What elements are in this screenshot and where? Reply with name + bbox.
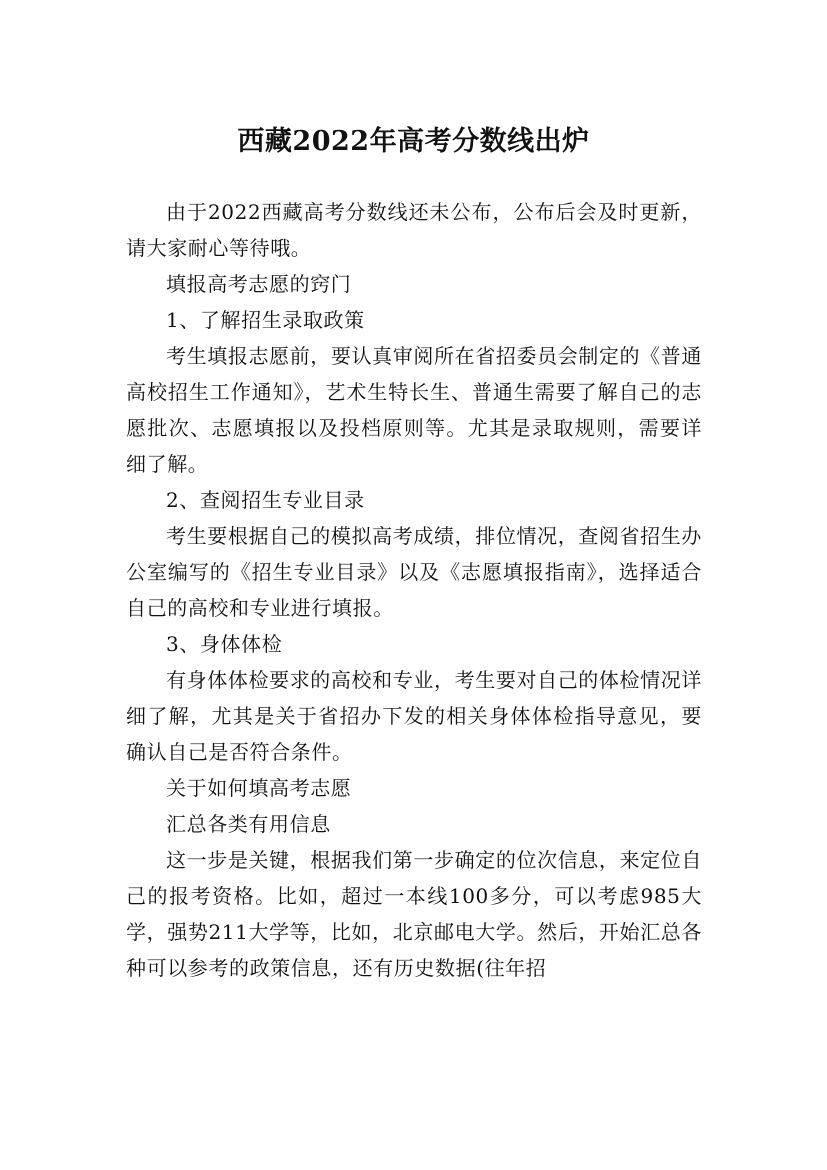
paragraph-health-body: 有身体体检要求的高校和专业，考生要对自己的体检情况详细了解，尤其是关于省招办下发的相关身体体检指导意见，要确认自己是否符合条件。 xyxy=(126,668,702,764)
paragraph-heading-summary: 汇总各类有用信息 xyxy=(166,812,331,836)
paragraph-heading-catalog: 2、查阅招生专业目录 xyxy=(166,488,365,512)
paragraph-heading-how-to-fill: 关于如何填高考志愿 xyxy=(166,776,352,800)
paragraph-intro: 由于2022西藏高考分数线还未公布，公布后会及时更新，请大家耐心等待哦。 xyxy=(126,200,702,260)
paragraph-summary-body: 这一步是关键，根据我们第一步确定的位次信息，来定位自己的报考资格。比如，超过一本线100多分，可以考虑985大学，强势211大学等，比如，北京邮电大学。然后，开始汇总各种可以参考的政策信息，还有历史数据(往年招 xyxy=(126,848,702,980)
paragraph-heading-policy: 1、了解招生录取政策 xyxy=(166,308,365,332)
paragraph-policy-body: 考生填报志愿前，要认真审阅所在省招委员会制定的《普通高校招生工作通知》，艺术生特长生、普通生需要了解自己的志愿批次、志愿填报以及投档原则等。尤其是录取规则，需要详细了解。 xyxy=(126,344,702,476)
document-title: 西藏2022年高考分数线出炉 xyxy=(237,126,590,158)
paragraph-catalog-body: 考生要根据自己的模拟高考成绩，排位情况，查阅省招生办公室编写的《招生专业目录》以及《志愿填报指南》，选择适合自己的高校和专业进行填报。 xyxy=(126,524,702,620)
paragraph-heading-tips: 填报高考志愿的窍门 xyxy=(166,272,352,296)
document-body xyxy=(126,194,702,986)
paragraph-heading-health: 3、身体体检 xyxy=(166,632,283,656)
